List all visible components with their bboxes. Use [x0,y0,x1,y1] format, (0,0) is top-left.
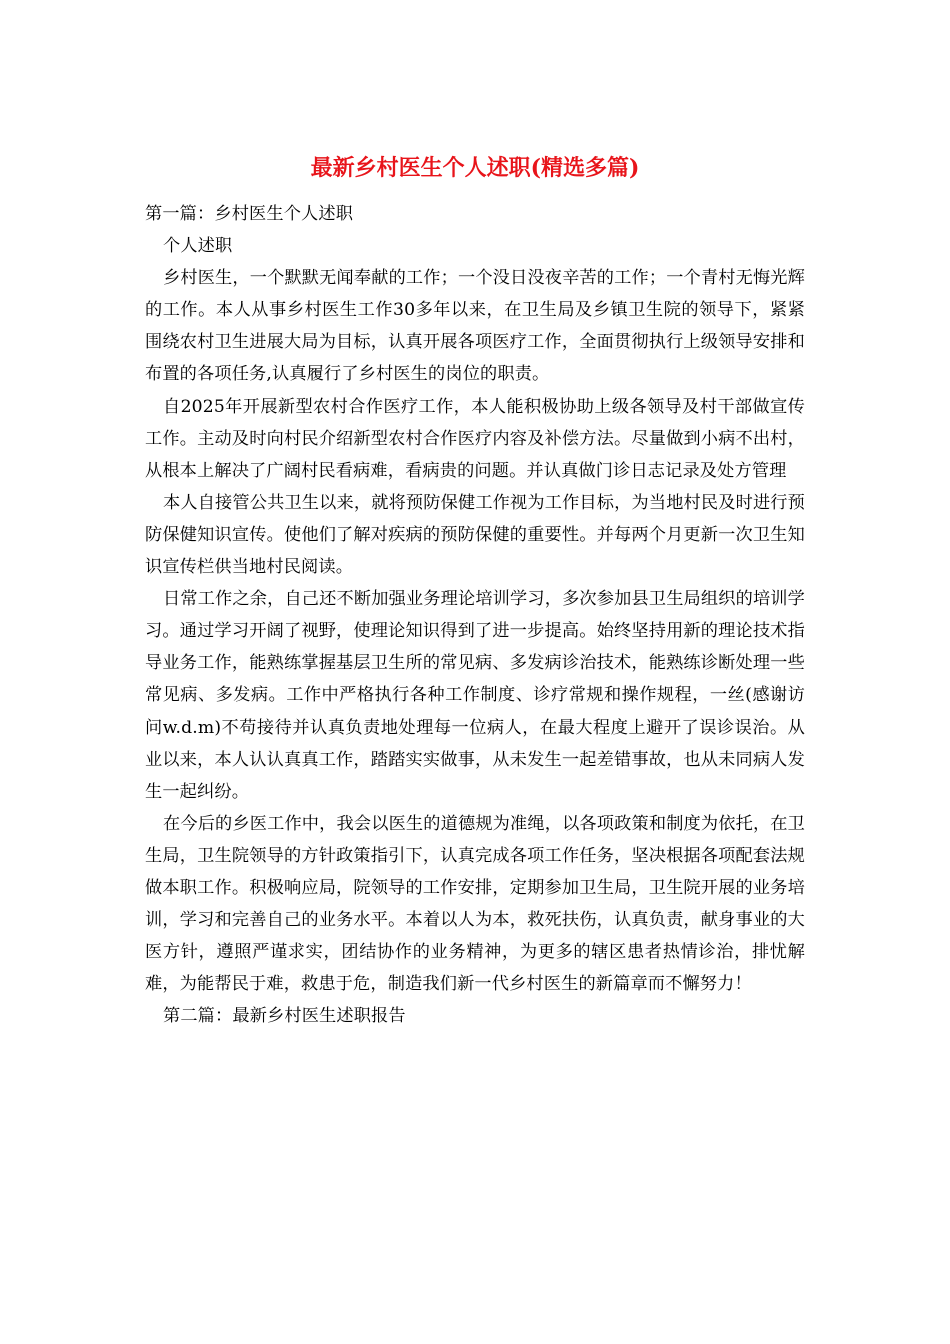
paragraph: 自2025年开展新型农村合作医疗工作，本人能积极协助上级各领导及村干部做宣传工作。主动及时向村民介绍新型农村合作医疗内容及补偿方法。尽量做到小病不出村，从根本上解决了广阔村民看病难，看病贵的问题。并认真做门诊日志记录及处方管理 [145,396,805,481]
subheading: 个人述职 [163,236,233,257]
paragraph: 在今后的乡医工作中，我会以医生的道德规为准绳，以各项政策和制度为依托，在卫生局，卫生院领导的方针政策指引下，认真完成各项工作任务，坚决根据各项配套法规做本职工作。积极响应局，院领导的工作安排，定期参加卫生局，卫生院开展的业务培训，学习和完善自己的业务水平。本着以人为本，救死扶伤，认真负责，献身事业的大医方针，遵照严谨求实，团结协作的业务精神，为更多的辖区患者热情诊治，排忧解难，为能帮民于难，救患于危，制造我们新一代乡村医生的新篇章而不懈努力！ [145,813,805,995]
paragraph: 乡村医生，一个默默无闻奉献的工作；一个没日没夜辛苦的工作；一个青村无悔光辉的工作。本人从事乡村医生工作30多年以来，在卫生局及乡镇卫生院的领导下，紧紧围绕农村卫生进展大局为目标，认真开展各项医疗工作，全面贯彻执行上级领导安排和布置的各项任务,认真履行了乡村医生的岗位的职责。 [145,268,805,385]
paragraph: 本人自接管公共卫生以来，就将预防保健工作视为工作目标，为当地村民及时进行预防保健知识宣传。使他们了解对疾病的预防保健的重要性。并每两个月更新一次卫生知识宣传栏供当地村民阅读。 [145,492,805,578]
document-body [145,198,805,1032]
section-heading-1: 第一篇：乡村医生个人述职 [145,204,354,224]
section-heading-2: 第二篇：最新乡村医生述职报告 [163,1006,406,1027]
document-title: 最新乡村医生个人述职(精选多篇) [310,155,640,181]
paragraph: 日常工作之余，自己还不断加强业务理论培训学习，多次参加县卫生局组织的培训学习。通过学习开阔了视野，使理论知识得到了进一步提高。始终坚持用新的理论技术指导业务工作，能熟练掌握基层卫生所的常见病、多发病诊治技术，能熟练诊断处理一些常见病、多发病。工作中严格执行各种工作制度、诊疗常规和操作规程，一丝(感谢访问w.d.m)不苟接待并认真负责地处理每一位病人，在最大程度上避开了误诊误治。从业以来，本人认认真真工作，踏踏实实做事，从未发生一起差错事故，也从未同病人发生一起纠纷。 [145,589,805,802]
